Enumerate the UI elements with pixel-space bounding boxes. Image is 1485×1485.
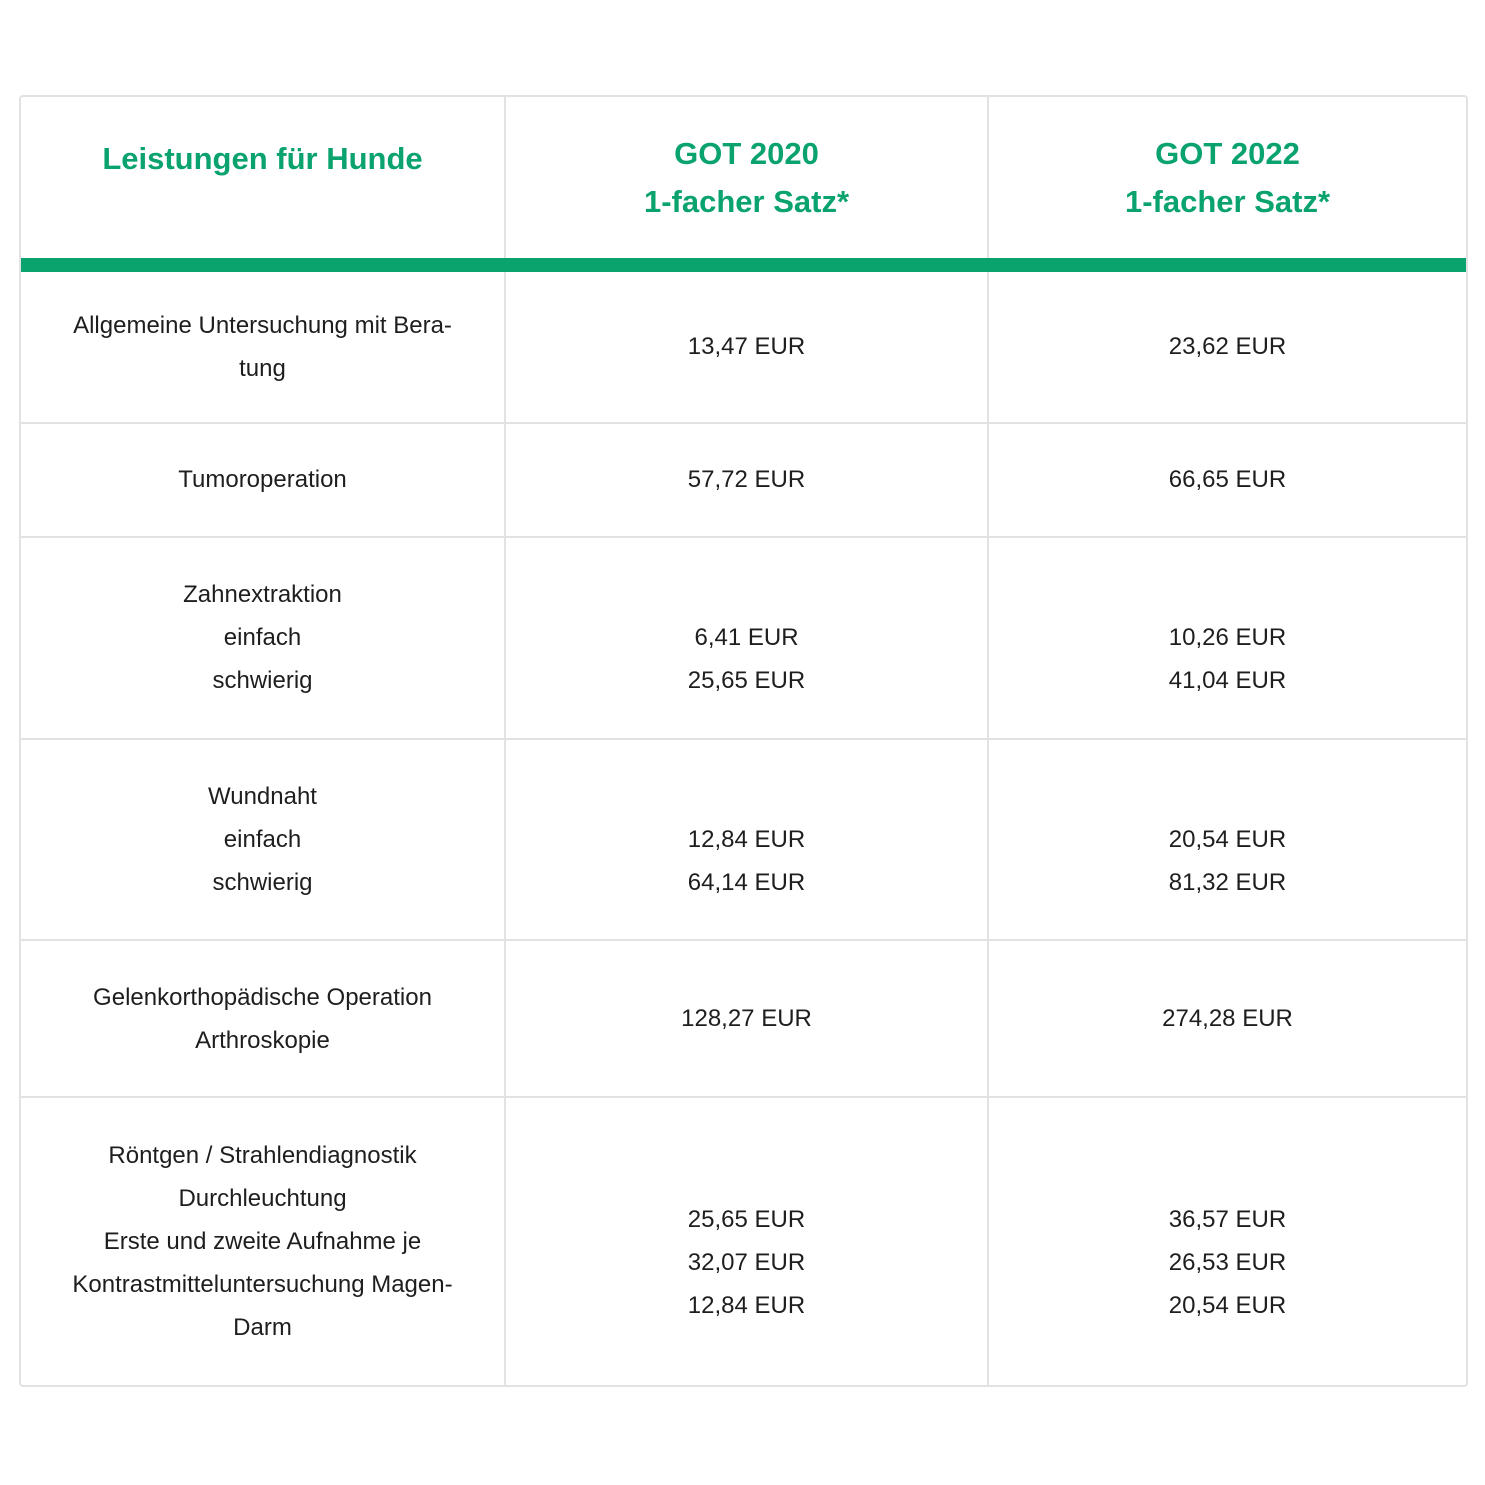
price-value: 13,47 EUR bbox=[687, 333, 806, 361]
service-line: Arthroskopie bbox=[195, 1026, 330, 1054]
header-services-label: Leistungen für Hunde bbox=[102, 141, 423, 176]
service-line: Durchleuchtung bbox=[178, 1184, 347, 1212]
header-got-2020 bbox=[505, 97, 988, 265]
price-value: 20,54 EUR bbox=[1168, 826, 1287, 854]
header-got-2020-rate: 1-facher Satz* bbox=[643, 183, 850, 219]
price-value: 81,32 EUR bbox=[1168, 869, 1287, 897]
table-row bbox=[21, 940, 1466, 1097]
service-line: Zahnextraktion bbox=[183, 581, 342, 609]
service-cell bbox=[21, 537, 505, 739]
price-value: 12,84 EUR bbox=[687, 1292, 806, 1320]
price-value: 23,62 EUR bbox=[1168, 333, 1287, 361]
service-line: schwierig bbox=[212, 667, 313, 695]
service-line: schwierig bbox=[212, 869, 313, 897]
got-2022-cell bbox=[988, 940, 1466, 1097]
header-services bbox=[21, 97, 505, 265]
got-2022-cell bbox=[988, 1097, 1466, 1385]
service-cell bbox=[21, 423, 505, 537]
service-line: Kontrastmitteluntersuchung Magen- bbox=[72, 1270, 453, 1298]
price-value: 6,41 EUR bbox=[694, 624, 799, 652]
price-comparison-table bbox=[21, 97, 1466, 1385]
service-line: tung bbox=[239, 354, 286, 382]
price-value: 57,72 EUR bbox=[687, 466, 806, 494]
got-2022-cell bbox=[988, 537, 1466, 739]
got-2020-cell bbox=[505, 739, 988, 940]
price-value: 25,65 EUR bbox=[687, 667, 806, 695]
service-line: Tumoroperation bbox=[178, 466, 347, 494]
header-got-2022 bbox=[988, 97, 1466, 265]
price-value: 66,65 EUR bbox=[1168, 466, 1287, 494]
service-line: Röntgen / Strahlendiagnostik bbox=[108, 1141, 417, 1169]
got-2020-cell bbox=[505, 265, 988, 423]
price-value: 32,07 EUR bbox=[687, 1249, 806, 1277]
service-line: Gelenkorthopädische Operation bbox=[93, 983, 432, 1011]
price-value: 64,14 EUR bbox=[687, 869, 806, 897]
table-row bbox=[21, 537, 1466, 739]
header-got-2022-rate: 1-facher Satz* bbox=[1124, 183, 1331, 219]
service-line: Darm bbox=[233, 1313, 292, 1341]
service-cell bbox=[21, 739, 505, 940]
service-line: Erste und zweite Aufnahme je bbox=[103, 1227, 422, 1255]
price-value: 10,26 EUR bbox=[1168, 624, 1287, 652]
got-2020-cell bbox=[505, 537, 988, 739]
price-value: 26,53 EUR bbox=[1168, 1249, 1287, 1277]
got-2020-cell bbox=[505, 423, 988, 537]
table-row bbox=[21, 423, 1466, 537]
service-line: einfach bbox=[223, 826, 302, 854]
service-line: einfach bbox=[223, 624, 302, 652]
service-cell bbox=[21, 940, 505, 1097]
service-line: Allgemeine Untersuchung mit Bera- bbox=[73, 311, 452, 339]
service-cell bbox=[21, 265, 505, 423]
header-got-2022-title: GOT 2022 bbox=[1155, 135, 1300, 171]
table-row bbox=[21, 1097, 1466, 1385]
got-2022-cell bbox=[988, 423, 1466, 537]
header-row bbox=[21, 97, 1466, 265]
service-cell bbox=[21, 1097, 505, 1385]
got-2022-cell bbox=[988, 739, 1466, 940]
got-2022-cell bbox=[988, 265, 1466, 423]
price-value: 25,65 EUR bbox=[687, 1206, 806, 1234]
got-2020-cell bbox=[505, 1097, 988, 1385]
got-2020-cell bbox=[505, 940, 988, 1097]
table-header bbox=[21, 97, 1466, 265]
table-row bbox=[21, 265, 1466, 423]
price-value: 12,84 EUR bbox=[687, 826, 806, 854]
header-got-2020-title: GOT 2020 bbox=[674, 135, 819, 171]
service-line: Wundnaht bbox=[208, 783, 317, 811]
table-row bbox=[21, 739, 1466, 940]
price-value: 41,04 EUR bbox=[1168, 667, 1287, 695]
price-value: 128,27 EUR bbox=[681, 1005, 812, 1033]
price-value: 20,54 EUR bbox=[1168, 1292, 1287, 1320]
table-body bbox=[21, 265, 1466, 1385]
price-value: 36,57 EUR bbox=[1168, 1206, 1287, 1234]
price-table bbox=[19, 95, 1468, 1387]
price-value: 274,28 EUR bbox=[1162, 1005, 1293, 1033]
